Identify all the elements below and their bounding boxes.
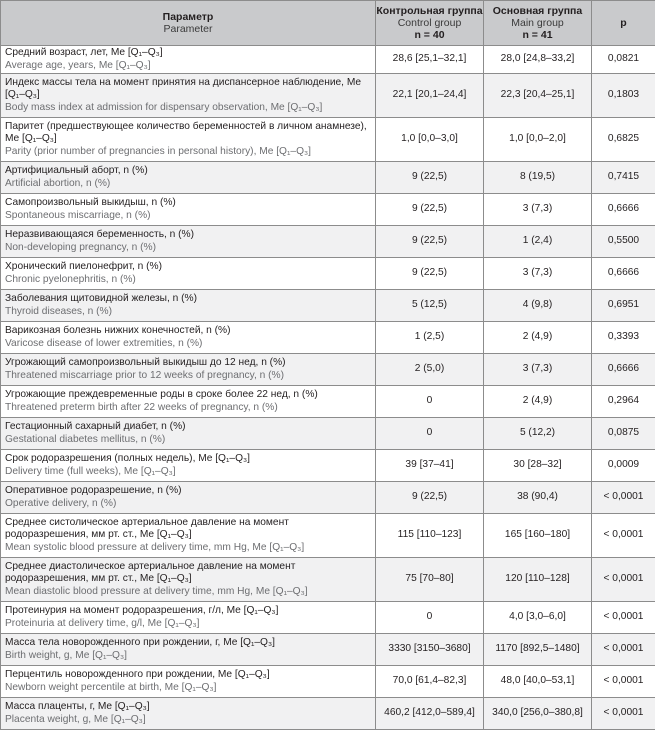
parameter-cell [1, 322, 376, 354]
parameter-ru: Средний возраст, лет, Me [Q₁–Q₃] [5, 47, 163, 58]
table-row [1, 514, 655, 558]
parameter-cell [1, 482, 376, 514]
main-group-value: 8 (19,5) [484, 162, 592, 194]
parameter-cell [1, 634, 376, 666]
header-parameter [1, 1, 376, 46]
parameter-cell [1, 666, 376, 698]
table-row [1, 666, 655, 698]
parameter-ru: Оперативное родоразрешение, n (%) [5, 485, 182, 496]
parameter-cell [1, 226, 376, 258]
header-control-en: Control group [397, 17, 462, 29]
control-group-value: 0 [376, 418, 484, 450]
parameter-en: Delivery time (full weeks), Me [Q₁–Q₃] [5, 465, 176, 477]
header-control-group [376, 1, 484, 46]
table-row [1, 258, 655, 290]
table-row [1, 450, 655, 482]
table-row [1, 290, 655, 322]
header-p-label: p [620, 17, 627, 29]
parameter-en: Birth weight, g, Me [Q₁–Q₃] [5, 649, 127, 661]
control-group-value: 5 (12,5) [376, 290, 484, 322]
table-row [1, 386, 655, 418]
parameter-ru: Масса плаценты, г, Me [Q₁–Q₃] [5, 701, 150, 712]
parameter-en: Operative delivery, n (%) [5, 497, 117, 509]
p-value: 0,3393 [592, 322, 655, 354]
parameter-cell [1, 46, 376, 74]
parameter-en: Chronic pyelonephritis, n (%) [5, 273, 136, 285]
parameter-cell [1, 194, 376, 226]
table-row [1, 74, 655, 118]
p-value: < 0,0001 [592, 558, 655, 602]
header-main-n: n = 41 [522, 29, 553, 41]
parameter-ru: Угрожающий самопроизвольный выкидыш до 12 нед, n (%) [5, 357, 286, 368]
control-group-value: 3330 [3150–3680] [376, 634, 484, 666]
header-control-n: n = 40 [414, 29, 445, 41]
main-group-value: 3 (7,3) [484, 354, 592, 386]
parameter-cell [1, 290, 376, 322]
parameter-ru: Неразвивающаяся беременность, n (%) [5, 229, 194, 240]
table-row [1, 558, 655, 602]
p-value: 0,0009 [592, 450, 655, 482]
p-value: < 0,0001 [592, 602, 655, 634]
parameter-en: Parity (prior number of pregnancies in personal history), Me [Q₁–Q₃] [5, 145, 311, 157]
parameter-ru: Заболевания щитовидной железы, n (%) [5, 293, 198, 304]
p-value: 0,7415 [592, 162, 655, 194]
p-value: 0,6666 [592, 194, 655, 226]
main-group-value: 2 (4,9) [484, 386, 592, 418]
parameter-ru: Хронический пиелонефрит, n (%) [5, 261, 163, 272]
parameter-en: Non-developing pregnancy, n (%) [5, 241, 157, 253]
p-value: < 0,0001 [592, 482, 655, 514]
parameter-cell [1, 354, 376, 386]
main-group-value: 4,0 [3,0–6,0] [484, 602, 592, 634]
parameter-ru: Угрожающие преждевременные роды в сроке более 22 нед, n (%) [5, 389, 318, 400]
control-group-value: 9 (22,5) [376, 226, 484, 258]
parameter-en: Thyroid diseases, n (%) [5, 305, 113, 317]
parameter-cell [1, 514, 376, 558]
main-group-value: 1 (2,4) [484, 226, 592, 258]
table-row [1, 162, 655, 194]
control-group-value: 1,0 [0,0–3,0] [376, 118, 484, 162]
header-control-ru: Контрольная группа [376, 5, 483, 17]
table-body [1, 46, 655, 730]
main-group-value: 5 (12,2) [484, 418, 592, 450]
control-group-value: 75 [70–80] [376, 558, 484, 602]
p-value: 0,6951 [592, 290, 655, 322]
main-group-value: 2 (4,9) [484, 322, 592, 354]
control-group-value: 115 [110–123] [376, 514, 484, 558]
p-value: 0,0875 [592, 418, 655, 450]
parameter-cell [1, 418, 376, 450]
header-main-group [484, 1, 592, 46]
parameter-cell [1, 450, 376, 482]
main-group-value: 48,0 [40,0–53,1] [484, 666, 592, 698]
parameter-ru: Протеинурия на момент родоразрешения, г/л, Me [Q₁–Q₃] [5, 605, 279, 616]
table-row [1, 698, 655, 730]
parameter-en: Body mass index at admission for dispensary observation, Me [Q₁–Q₃] [5, 101, 323, 113]
parameter-en: Newborn weight percentile at birth, Me [Q₁–Q₃] [5, 681, 217, 693]
parameter-ru: Паритет (предшествующее количество беременностей в личном анамнезе), Me [Q₁–Q₃] [5, 120, 367, 145]
p-value: 0,2964 [592, 386, 655, 418]
table-row [1, 634, 655, 666]
control-group-value: 0 [376, 386, 484, 418]
control-group-value: 9 (22,5) [376, 258, 484, 290]
header-parameter-en: Parameter [163, 23, 213, 35]
parameter-en: Threatened preterm birth after 22 weeks of pregnancy, n (%) [5, 401, 278, 413]
table-row [1, 46, 655, 74]
p-value: < 0,0001 [592, 698, 655, 730]
table-row [1, 118, 655, 162]
control-group-value: 9 (22,5) [376, 194, 484, 226]
main-group-value: 38 (90,4) [484, 482, 592, 514]
p-value: 0,6825 [592, 118, 655, 162]
main-group-value: 22,3 [20,4–25,1] [484, 74, 592, 118]
p-value: < 0,0001 [592, 514, 655, 558]
parameter-en: Artificial abortion, n (%) [5, 177, 111, 189]
table-row [1, 226, 655, 258]
p-value: 0,1803 [592, 74, 655, 118]
parameter-en: Placenta weight, g, Me [Q₁–Q₃] [5, 713, 146, 725]
parameter-cell [1, 162, 376, 194]
p-value: 0,5500 [592, 226, 655, 258]
main-group-value: 1170 [892,5–1480] [484, 634, 592, 666]
parameter-ru: Варикозная болезнь нижних конечностей, n (%) [5, 325, 231, 336]
parameter-ru: Гестационный сахарный диабет, n (%) [5, 421, 186, 432]
parameter-ru: Среднее диастолическое артериальное давление на момент родоразрешения, мм рт. ст., Me [Q₁–Q₃] [5, 560, 296, 585]
table-row [1, 322, 655, 354]
parameter-en: Mean systolic blood pressure at delivery time, mm Hg, Me [Q₁–Q₃] [5, 541, 305, 553]
main-group-value: 30 [28–32] [484, 450, 592, 482]
parameter-en: Varicose disease of lower extremities, n (%) [5, 337, 203, 349]
parameter-cell [1, 698, 376, 730]
control-group-value: 39 [37–41] [376, 450, 484, 482]
table-header-row [1, 1, 655, 46]
header-parameter-ru: Параметр [162, 11, 214, 23]
control-group-value: 460,2 [412,0–589,4] [376, 698, 484, 730]
p-value: 0,6666 [592, 258, 655, 290]
control-group-value: 9 (22,5) [376, 162, 484, 194]
parameter-ru: Артифициальный аборт, n (%) [5, 165, 148, 176]
p-value: < 0,0001 [592, 634, 655, 666]
header-main-ru: Основная группа [492, 5, 583, 17]
main-group-value: 3 (7,3) [484, 194, 592, 226]
parameter-en: Threatened miscarriage prior to 12 weeks of pregnancy, n (%) [5, 369, 284, 381]
table-row [1, 194, 655, 226]
parameter-cell [1, 118, 376, 162]
header-main-en: Main group [511, 17, 564, 29]
p-value: 0,6666 [592, 354, 655, 386]
table-row [1, 482, 655, 514]
parameter-ru: Индекс массы тела на момент принятия на диспансерное наблюдение, Me [Q₁–Q₃] [5, 76, 361, 101]
control-group-value: 28,6 [25,1–32,1] [376, 46, 484, 74]
main-group-value: 3 (7,3) [484, 258, 592, 290]
parameter-cell [1, 74, 376, 118]
main-group-value: 28,0 [24,8–33,2] [484, 46, 592, 74]
table-row [1, 602, 655, 634]
table-row [1, 354, 655, 386]
main-group-value: 340,0 [256,0–380,8] [484, 698, 592, 730]
main-group-value: 120 [110–128] [484, 558, 592, 602]
table-row [1, 418, 655, 450]
parameter-ru: Срок родоразрешения (полных недель), Me [Q₁–Q₃] [5, 453, 250, 464]
parameter-en: Proteinuria at delivery time, g/l, Me [Q₁–Q₃] [5, 617, 200, 629]
main-group-value: 4 (9,8) [484, 290, 592, 322]
parameter-en: Gestational diabetes mellitus, n (%) [5, 433, 166, 445]
control-group-value: 9 (22,5) [376, 482, 484, 514]
p-value: < 0,0001 [592, 666, 655, 698]
parameter-ru: Масса тела новорожденного при рождении, г, Me [Q₁–Q₃] [5, 637, 275, 648]
parameter-en: Spontaneous miscarriage, n (%) [5, 209, 151, 221]
control-group-value: 0 [376, 602, 484, 634]
control-group-value: 2 (5,0) [376, 354, 484, 386]
parameter-cell [1, 386, 376, 418]
p-value: 0,0821 [592, 46, 655, 74]
control-group-value: 22,1 [20,1–24,4] [376, 74, 484, 118]
main-group-value: 1,0 [0,0–2,0] [484, 118, 592, 162]
parameter-ru: Самопроизвольный выкидыш, n (%) [5, 197, 176, 208]
control-group-value: 70,0 [61,4–82,3] [376, 666, 484, 698]
control-group-value: 1 (2,5) [376, 322, 484, 354]
parameter-cell [1, 558, 376, 602]
parameter-en: Mean diastolic blood pressure at delivery time, mm Hg, Me [Q₁–Q₃] [5, 585, 308, 597]
parameter-cell [1, 602, 376, 634]
parameter-cell [1, 258, 376, 290]
parameter-en: Average age, years, Me [Q₁–Q₃] [5, 59, 151, 71]
parameter-ru: Перцентиль новорожденного при рождении, Me [Q₁–Q₃] [5, 669, 270, 680]
parameter-ru: Среднее систолическое артериальное давление на момент родоразрешения, мм рт. ст., Me [Q₁–Q₃] [5, 516, 289, 541]
main-group-value: 165 [160–180] [484, 514, 592, 558]
header-p-value [592, 1, 655, 46]
